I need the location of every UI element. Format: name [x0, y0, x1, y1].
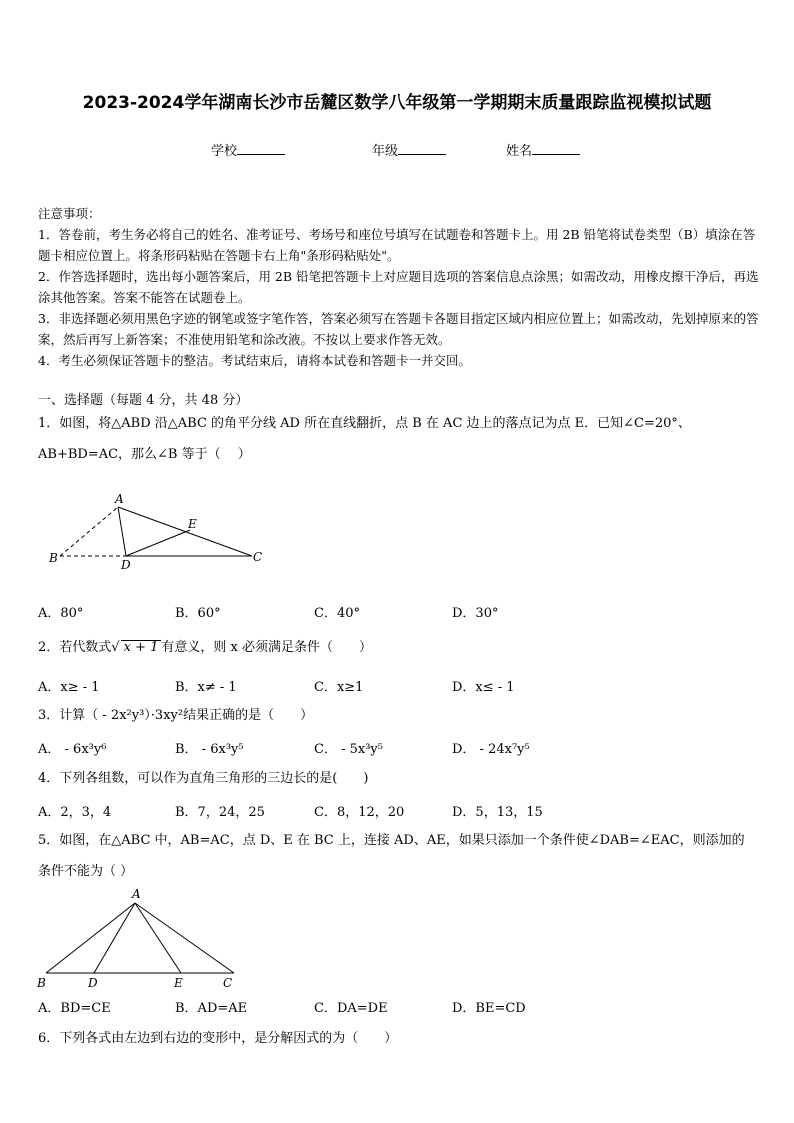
q6-stem: 6．下列各式由左边到右边的变形中，是分解因式的为（ ）	[38, 1031, 398, 1046]
q4-option-b[interactable]: B．7，24，25	[175, 805, 265, 820]
q4-option-c[interactable]: C．8，12，20	[314, 805, 405, 820]
sqrt-icon: √	[111, 640, 120, 655]
q2-stem	[38, 638, 760, 658]
school-blank	[237, 142, 285, 155]
q5-triangle-diagram	[34, 884, 254, 994]
q1-triangle-diagram	[40, 488, 280, 578]
q2-suffix: 有意义，则 x 必须满足条件（ ）	[161, 640, 372, 655]
q5-segment-ab	[46, 903, 135, 973]
note-item: 2．作答选择题时，选出每小题答案后，用 2B 铅笔把答题卡上对应题目选项的答案信息点涂黑；如需改动，用橡皮擦干净后，再选涂其他答案。答案不能答在试题卷上。	[38, 269, 759, 305]
q2-option-d[interactable]: D．x≤ - 1	[452, 680, 515, 695]
q5-option-c[interactable]: C．DA=DE	[314, 1001, 388, 1016]
q3-option-b[interactable]: B． - 6x³y⁵	[175, 742, 244, 757]
q5-segment-ad	[94, 903, 135, 973]
notes-block	[38, 203, 760, 371]
q1-options	[38, 602, 760, 622]
q4-options	[38, 801, 760, 821]
q4-option-d[interactable]: D．5，13，15	[452, 805, 543, 820]
q3-option-d[interactable]: D． - 24x⁷y⁵	[452, 742, 530, 757]
q1-label-e: E	[188, 517, 197, 531]
q1-line1: 1．如图，将△ABD 沿△ABC 的角平分线 AD 所在直线翻折，点 B 在 AC 边上的落点记为点 E．已知∠C=20°、	[38, 416, 691, 431]
school-field	[211, 140, 285, 159]
page-title: 2023-2024学年湖南长沙市岳麓区数学八年级第一学期期末质量跟踪监视模拟试题	[82, 93, 712, 113]
q1-line2: AB+BD=AC，那么∠B 等于（ ）	[38, 447, 251, 462]
q1-option-d[interactable]: D．30°	[452, 606, 499, 621]
name-blank	[532, 142, 580, 155]
q1-segment-ad	[118, 507, 126, 556]
grade-field	[372, 140, 446, 159]
q1-figure	[40, 488, 280, 582]
q2-prefix: 2．若代数式	[38, 640, 112, 655]
q5-segment-ac	[135, 903, 234, 973]
q5-label-d: D	[88, 976, 98, 990]
name-label: 姓名	[506, 144, 533, 159]
q4-stem: 4．下列各组数，可以作为直角三角形的三边长的是( )	[38, 771, 369, 786]
q4-option-a[interactable]: A．2，3，4	[38, 805, 112, 820]
name-field	[506, 140, 580, 159]
q1-label-d: D	[121, 558, 131, 572]
q1-option-a[interactable]: A．80°	[38, 606, 84, 621]
q1-label-a: A	[115, 492, 124, 506]
q2-options	[38, 676, 760, 696]
q2-option-c[interactable]: C．x≥1	[314, 680, 364, 695]
q5-segment-ae	[135, 903, 181, 973]
note-item: 3．非选择题必须用黑色字迹的钢笔或签字笔作答，答案必须写在答题卡各题目指定区域内相应位置上；如需改动，先划掉原来的答案，然后再写上新答案；不准使用铅笔和涂改液。不按以上要求作答无效。	[38, 311, 759, 347]
q5-label-b: B	[37, 976, 46, 990]
q2-option-b[interactable]: B．x≠ - 1	[175, 680, 237, 695]
school-label: 学校	[211, 144, 238, 159]
q3-option-a[interactable]: A． - 6x³y⁶	[38, 742, 107, 757]
q3-option-c[interactable]: C． - 5x³y⁵	[314, 742, 383, 757]
q5-option-d[interactable]: D．BE=CD	[452, 1001, 526, 1016]
q1-segment-de	[126, 530, 190, 556]
q5-label-a: A	[132, 887, 141, 901]
q3-options	[38, 738, 760, 758]
grade-label: 年级	[372, 144, 399, 159]
q1-option-b[interactable]: B．60°	[175, 606, 221, 621]
q3-stem: 3．计算（ - 2x²y³）·3xy²结果正确的是（ ）	[38, 708, 314, 723]
q1-label-b: B	[49, 551, 58, 565]
q5-label-c: C	[223, 976, 233, 990]
grade-blank	[398, 142, 446, 155]
q5-label-e: E	[174, 976, 183, 990]
q5-options	[38, 997, 760, 1017]
q1-segment-ab	[60, 507, 118, 556]
q1-option-c[interactable]: C．40°	[314, 606, 360, 621]
q2-radicand: x + 1	[121, 640, 162, 655]
q5-line2: 条件不能为（ ）	[38, 864, 134, 879]
q2-option-a[interactable]: A．x≥ - 1	[38, 680, 100, 695]
q5-option-b[interactable]: B．AD=AE	[175, 1001, 248, 1016]
notes-heading: 注意事项：	[38, 206, 101, 221]
q5-figure	[34, 884, 254, 998]
q1-label-c: C	[253, 550, 263, 564]
section-title: 一、选择题（每题 4 分，共 48 分）	[38, 393, 249, 408]
note-item: 4．考生必须保证答题卡的整洁。考试结束后，请将本试卷和答题卡一并交回。	[38, 353, 471, 368]
q5-line1: 5．如图，在△ABC 中，AB=AC，点 D、E 在 BC 上，连接 AD、AE，如果只添加一个条件使∠DAB=∠EAC，则添加的	[38, 833, 745, 848]
note-item: 1．答卷前，考生务必将自己的姓名、准考证号、考场号和座位号填写在试题卷和答题卡上。用 2B 铅笔将试卷类型（B）填涂在答题卡相应位置上。将条形码粘贴在答题卡右上角"条形码粘贴处"。	[38, 227, 756, 263]
q5-option-a[interactable]: A．BD=CE	[38, 1001, 111, 1016]
